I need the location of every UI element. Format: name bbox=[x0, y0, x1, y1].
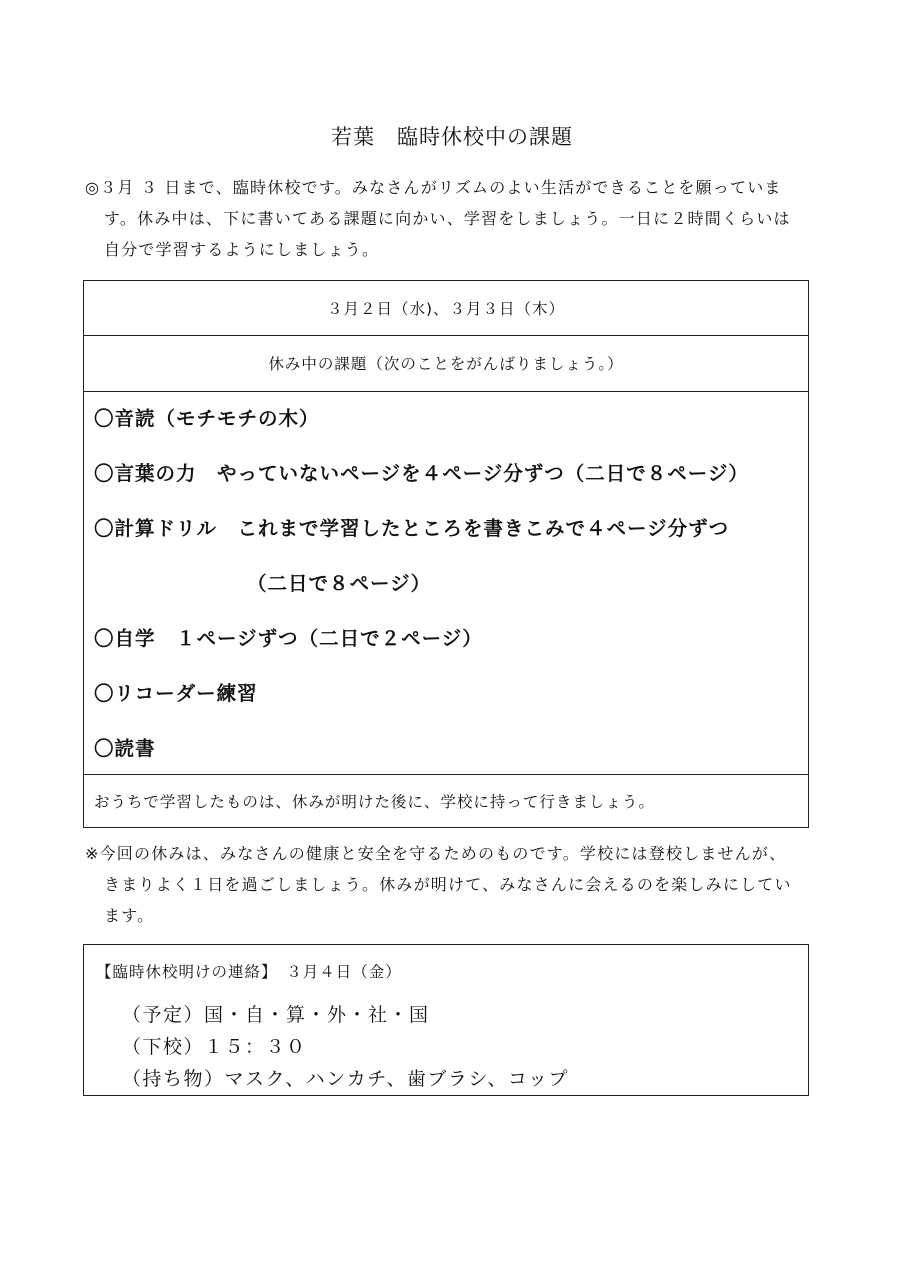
intro-paragraph bbox=[85, 172, 830, 265]
contact-dismissal-time: （下校）１５：３０ bbox=[122, 1036, 307, 1058]
task-list bbox=[84, 391, 808, 775]
task-reading-aloud: 〇音読（モチモチの木） bbox=[94, 407, 320, 430]
contact-items-to-bring: （持ち物）マスク、ハンカチ、歯ブラシ、コップ bbox=[122, 1068, 570, 1090]
task-self-study: 〇自学 １ページずつ（二日で２ページ） bbox=[94, 627, 483, 650]
task-reading: 〇読書 bbox=[94, 737, 156, 760]
task-recorder-practice: 〇リコーダー練習 bbox=[94, 682, 258, 705]
task-calculation-drill: 〇計算ドリル これまで学習したところを書きこみで４ページ分ずつ bbox=[94, 517, 730, 540]
contact-schedule: （予定）国・自・算・外・社・国 bbox=[122, 1004, 430, 1026]
assignment-heading: 休み中の課題（次のことをがんばりましょう。） bbox=[84, 335, 808, 392]
task-language-workbook: 〇言葉の力 やっていないページを４ページ分ずつ（二日で８ページ） bbox=[94, 462, 749, 485]
notice-line-3: ます。 bbox=[104, 906, 155, 925]
intro-line-1: ◎３月 ３ 日まで、臨時休校です。みなさんがリズムのよい生活ができることを願っていま bbox=[85, 178, 782, 197]
intro-line-2: す。休み中は、下に書いてある課題に向かい、学習をしましょう。一日に２時間くらいは bbox=[104, 209, 791, 228]
intro-line-3: 自分で学習するようにしましょう。 bbox=[104, 240, 380, 259]
page-title: 若葉 臨時休校中の課題 bbox=[331, 125, 573, 149]
task-calculation-drill-note: （二日で８ページ） bbox=[247, 572, 432, 595]
contact-box bbox=[83, 944, 809, 1096]
assignment-dates: ３月２日（水)、３月３日（木） bbox=[84, 281, 808, 336]
notice-line-1: ※今回の休みは、みなさんの健康と安全を守るためのものです。学校には登校しませんが、 bbox=[85, 844, 787, 863]
contact-heading: 【臨時休校明けの連絡】 ３月４日（金） bbox=[96, 963, 402, 981]
assignment-footer: おうちで学習したものは、休みが明けた後に、学校に持って行きましょう。 bbox=[94, 792, 655, 811]
assignment-table bbox=[83, 280, 809, 828]
notice-line-2: きまりよく１日を過ごしましょう。休みが明けて、みなさんに会えるのを楽しみにしてい bbox=[104, 875, 792, 894]
notice-paragraph bbox=[85, 838, 830, 931]
